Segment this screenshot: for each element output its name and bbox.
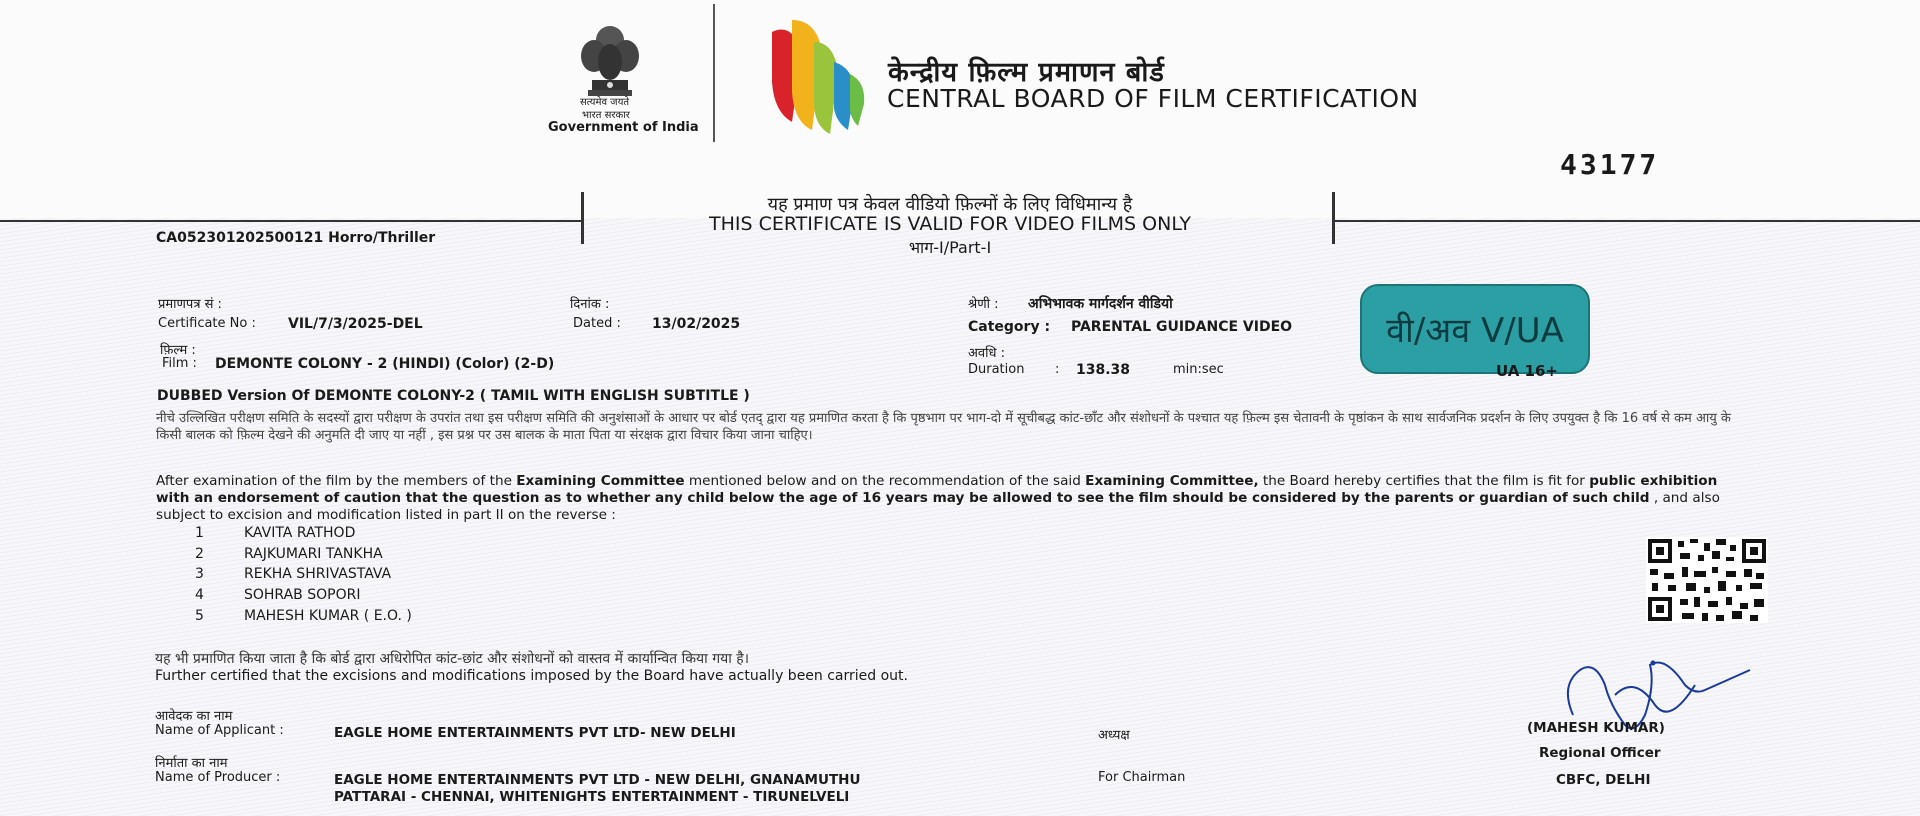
committee-member: MAHESH KUMAR ( E.O. ) <box>244 608 412 624</box>
duration-label-hindi: अवधि : <box>968 346 1006 361</box>
body-bold-3: public exhibition with an endorsement of caution that the question as to whether any child below the age of 16 years may be allowed to see the film should be considered by the parents or guardian of such child <box>156 473 1718 506</box>
body-hindi: नीचे उल्लिखित परीक्षण समिति के सदस्यों द्वारा परीक्षण के उपरांत तथा इस परीक्षण समिति की अनुशंसाओं के आधार पर बोर्ड एतद् द्वारा यह प्रमाणित करता है कि पृष्ठभाग पर भाग-दो में सूचीबद्ध कांट-छाँट और संशोधनों के पश्चात यह फ़िल्म इस चेतावनी के पृष्ठांकन के साथ सार्वजनिक प्रदर्शन के लिए उपयुक्त है कि 16 वर्ष से कम आयु के किसी बालक को फ़िल्म देखने की अनुमति दी जाए या नहीं , इस प्रश्न पर उस बालक के माता पिता या संरक्षक द्वारा विचार किया जाना चाहिए। <box>156 411 1731 443</box>
committee-number: 3 <box>195 566 204 582</box>
category-value: PARENTAL GUIDANCE VIDEO <box>1071 319 1293 335</box>
producer-value-line2: PATTARAI - CHENNAI, WHITENIGHTS ENTERTAINMENT - TIRUNELVELI <box>334 789 850 805</box>
duration-colon: : <box>1055 362 1060 377</box>
validity-english: THIS CERTIFICATE IS VALID FOR VIDEO FILMS ONLY <box>708 213 1191 235</box>
board-title-english: CENTRAL BOARD OF FILM CERTIFICATION <box>887 84 1419 113</box>
body-text-3: the Board hereby certifies that the film is fit for <box>1258 473 1590 489</box>
banner-tick-left <box>581 192 584 244</box>
govt-hindi: भारत सरकार <box>582 110 630 121</box>
chair-label-hindi: अध्यक्ष <box>1098 728 1130 743</box>
banner-tick-right <box>1332 192 1335 244</box>
committee-member: REKHA SHRIVASTAVA <box>244 566 392 582</box>
committee-member: RAJKUMARI TANKHA <box>244 546 383 562</box>
applicant-label: Name of Applicant : <box>155 723 284 738</box>
date-label: Dated : <box>573 316 621 331</box>
national-emblem-icon <box>570 18 650 100</box>
producer-value-line1: EAGLE HOME ENTERTAINMENTS PVT LTD - NEW DELHI, GNANAMUTHU <box>334 772 861 788</box>
further-english: Further certified that the excisions and modifications imposed by the Board have actually been carried out. <box>155 668 908 684</box>
duration-unit: min:sec <box>1173 362 1224 377</box>
body-text-2: mentioned below and on the recommendation of the said <box>684 473 1086 489</box>
committee-member: KAVITA RATHOD <box>244 525 356 541</box>
duration-label: Duration <box>968 362 1025 377</box>
qr-code-icon <box>1646 537 1768 623</box>
signatory-name: (MAHESH KUMAR) <box>1527 720 1665 736</box>
duration-value: 138.38 <box>1076 362 1131 378</box>
validity-part: भाग-I/Part-I <box>908 238 992 257</box>
board-title-hindi: केन्द्रीय फ़िल्म प्रमाणन बोर्ड <box>888 57 1165 88</box>
cert-no-value: VIL/7/3/2025-DEL <box>288 316 423 332</box>
committee-member: SOHRAB SOPORI <box>244 587 361 603</box>
signatory-title: Regional Officer <box>1539 745 1661 761</box>
body-text-1: After examination of the film by the members of the <box>156 473 517 489</box>
applicant-value: EAGLE HOME ENTERTAINMENTS PVT LTD- NEW DELHI <box>334 725 736 741</box>
body-text-4: , and also subject to excision and modification listed in part II on the reverse : <box>156 490 1720 523</box>
cbfc-logo-icon <box>762 12 872 134</box>
category-label-hindi: श्रेणी : <box>968 297 999 312</box>
reference-code: CA052301202500121 Horro/Thriller <box>156 230 436 246</box>
producer-label: Name of Producer : <box>155 770 281 785</box>
banner-line-left <box>0 220 582 222</box>
chair-label: For Chairman <box>1098 770 1186 785</box>
further-hindi: यह भी प्रमाणित किया जाता है कि बोर्ड द्वारा अधिरोपित कांट-छांट और संशोधनों को वास्तव में कार्यान्वित किया गया है। <box>155 651 750 667</box>
cert-no-label: Certificate No : <box>158 316 256 331</box>
category-value-hindi: अभिभावक मार्गदर्शन वीडियो <box>1028 296 1173 312</box>
date-label-hindi: दिनांक : <box>570 297 610 312</box>
dubbed-version: DUBBED Version Of DEMONTE COLONY-2 ( TAMIL WITH ENGLISH SUBTITLE ) <box>157 388 750 404</box>
applicant-label-hindi: आवेदक का नाम <box>155 709 233 724</box>
rating-badge: वी/अव V/UA <box>1360 284 1590 374</box>
govt-english: Government of India <box>548 120 699 135</box>
committee-number: 2 <box>195 546 204 562</box>
body-bold-1: Examining Committee <box>516 473 685 489</box>
govt-motto: सत्यमेव जयते <box>580 97 630 108</box>
body-english <box>156 473 1740 524</box>
date-value: 13/02/2025 <box>652 316 741 332</box>
cert-no-label-hindi: प्रमाणपत्र सं : <box>158 297 222 312</box>
header-divider <box>713 4 715 142</box>
film-label-hindi: फ़िल्म : <box>160 343 196 358</box>
banner-line-right <box>1334 220 1920 222</box>
committee-number: 5 <box>195 608 204 624</box>
rating-sub: UA 16+ <box>1496 362 1558 380</box>
committee-number: 4 <box>195 587 204 603</box>
producer-label-hindi: निर्माता का नाम <box>155 756 228 771</box>
signatory-office: CBFC, DELHI <box>1556 772 1651 788</box>
category-label: Category : <box>968 319 1051 335</box>
film-label: Film : <box>162 356 197 371</box>
serial-number: 43177 <box>1560 148 1660 181</box>
body-bold-2: Examining Committee, <box>1085 473 1259 489</box>
film-value: DEMONTE COLONY - 2 (HINDI) (Color) (2-D) <box>215 356 555 372</box>
committee-number: 1 <box>195 525 204 541</box>
validity-hindi: यह प्रमाण पत्र केवल वीडियो फ़िल्मों के लिए विधिमान्य है <box>767 194 1133 215</box>
